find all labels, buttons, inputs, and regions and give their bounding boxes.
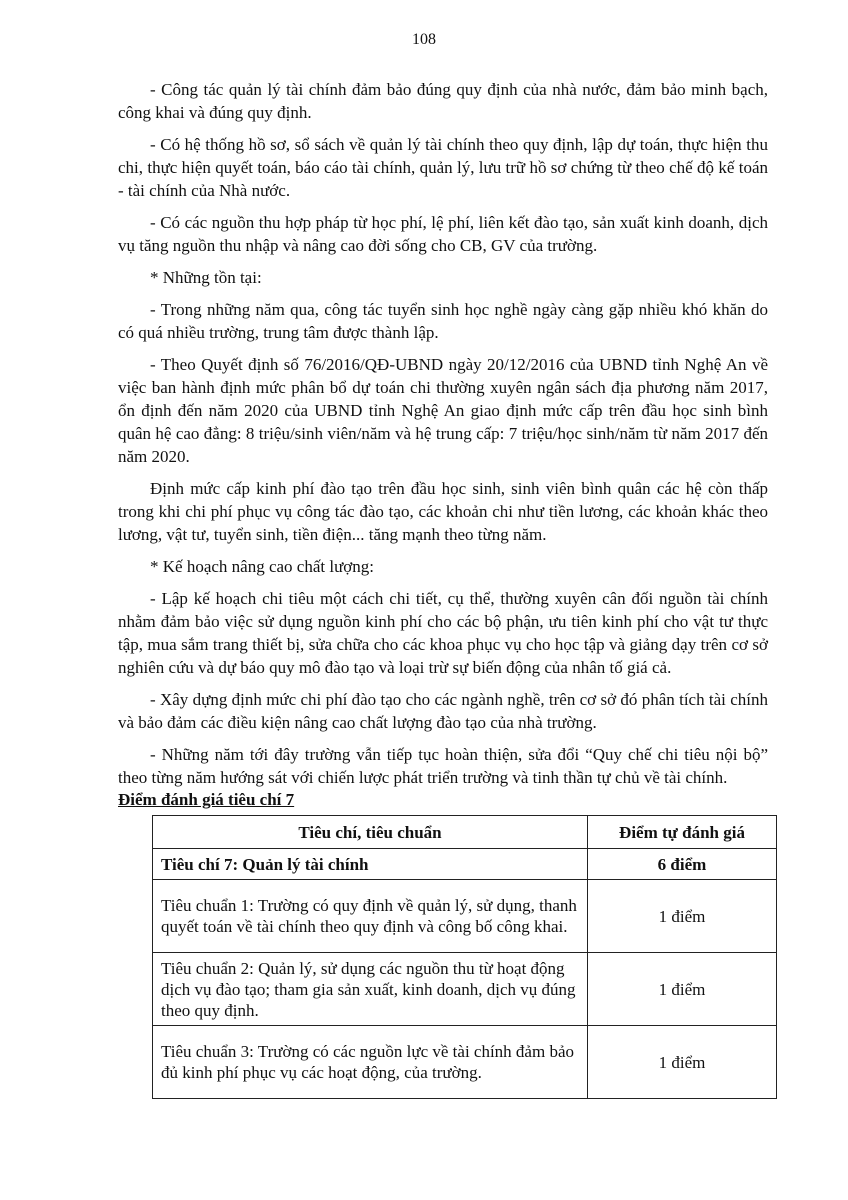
table-row — [153, 880, 777, 953]
body-text — [118, 78, 768, 798]
paragraph: - Theo Quyết định số 76/2016/QĐ-UBND ngày 20/12/2016 của UBND tỉnh Nghệ An về việc ban hành định mức phân bổ dự toán chi thường xuyên ngân sách địa phương năm 2017, ổn định đến năm 2020 của UBND tỉnh Nghệ An giao định mức cấp trên đầu học sinh bình quân hệ cao đẳng: 8 triệu/sinh viên/năm và hệ trung cấp: 7 triệu/học sinh/năm từ năm 2017 đến năm 2020. — [118, 355, 768, 466]
standard-score: 1 điểm — [588, 880, 777, 953]
standard-label: Tiêu chuẩn 2: Quản lý, sử dụng các nguồn thu từ hoạt động dịch vụ đào tạo; tham gia sản xuất, kinh doanh, dịch vụ đúng theo quy định. — [153, 953, 588, 1026]
paragraph: - Có hệ thống hồ sơ, sổ sách về quản lý tài chính theo quy định, lập dự toán, thực hiện thu chi, thực hiện quyết toán, báo cáo tài chính, quản lý, lưu trữ hồ sơ chứng từ theo chế độ kế toán - tài chính của Nhà nước. — [118, 135, 768, 200]
table-header-row — [153, 816, 777, 849]
header-score: Điểm tự đánh giá — [588, 816, 777, 849]
page-number: 108 — [412, 31, 436, 48]
table-row — [153, 953, 777, 1026]
header-criteria: Tiêu chí, tiêu chuẩn — [153, 816, 588, 849]
paragraph: - Những năm tới đây trường vẫn tiếp tục hoàn thiện, sửa đổi “Quy chế chi tiêu nội bộ” theo từng năm hướng sát với chiến lược phát triển trường và tinh thần tự chủ về tài chính. — [118, 745, 768, 787]
criterion-score: 6 điểm — [588, 849, 777, 880]
section-title: Điểm đánh giá tiêu chí 7 — [118, 790, 295, 809]
paragraph: - Lập kế hoạch chi tiêu một cách chi tiết, cụ thể, thường xuyên cân đối nguồn tài chính nhằm đảm bảo việc sử dụng nguồn kinh phí cho các bộ phận, ưu tiên kinh phí cho vật tư thực tập, mua sắm trang thiết bị, sửa chữa cho các khoa phục vụ cho học tập và giảng dạy trên cơ sở nghiên cứu và dự báo quy mô đào tạo và loại trừ sự biến động của nhân tố giá cả. — [118, 589, 768, 677]
standard-score: 1 điểm — [588, 1026, 777, 1099]
subheading-improvement-plan: * Kế hoạch nâng cao chất lượng: — [150, 557, 375, 576]
criterion-row — [153, 849, 777, 880]
paragraph: - Trong những năm qua, công tác tuyển sinh học nghề ngày càng gặp nhiều khó khăn do có quá nhiều trường, trung tâm được thành lập. — [118, 300, 768, 342]
subheading-shortcomings: * Những tồn tại: — [150, 268, 262, 287]
paragraph: Định mức cấp kinh phí đào tạo trên đầu học sinh, sinh viên bình quân các hệ còn thấp trong khi chi phí phục vụ công tác đào tạo, các khoản chi như tiền lương, các khoản khác theo lương, vật tư, tuyển sinh, tiền điện... tăng mạnh theo từng năm. — [118, 479, 768, 544]
standard-label: Tiêu chuẩn 1: Trường có quy định về quản lý, sử dụng, thanh quyết toán về tài chính theo quy định và công bố công khai. — [153, 880, 588, 953]
standard-label: Tiêu chuẩn 3: Trường có các nguồn lực về tài chính đảm bảo đủ kinh phí phục vụ các hoạt động, của trường. — [153, 1026, 588, 1099]
paragraph: - Xây dựng định mức chi phí đào tạo cho các ngành nghề, trên cơ sở đó phân tích tài chính và bảo đảm các điều kiện nâng cao chất lượng đào tạo của nhà trường. — [118, 690, 768, 732]
paragraph: - Công tác quản lý tài chính đảm bảo đúng quy định của nhà nước, đảm bảo minh bạch, công khai và đúng quy định. — [118, 80, 768, 122]
paragraph: - Có các nguồn thu hợp pháp từ học phí, lệ phí, liên kết đào tạo, sản xuất kinh doanh, dịch vụ tăng nguồn thu nhập và nâng cao đời sống cho CB, GV của trường. — [118, 213, 768, 255]
standard-score: 1 điểm — [588, 953, 777, 1026]
criterion-label: Tiêu chí 7: Quản lý tài chính — [153, 849, 588, 880]
table-row — [153, 1026, 777, 1099]
score-table — [152, 815, 777, 1099]
